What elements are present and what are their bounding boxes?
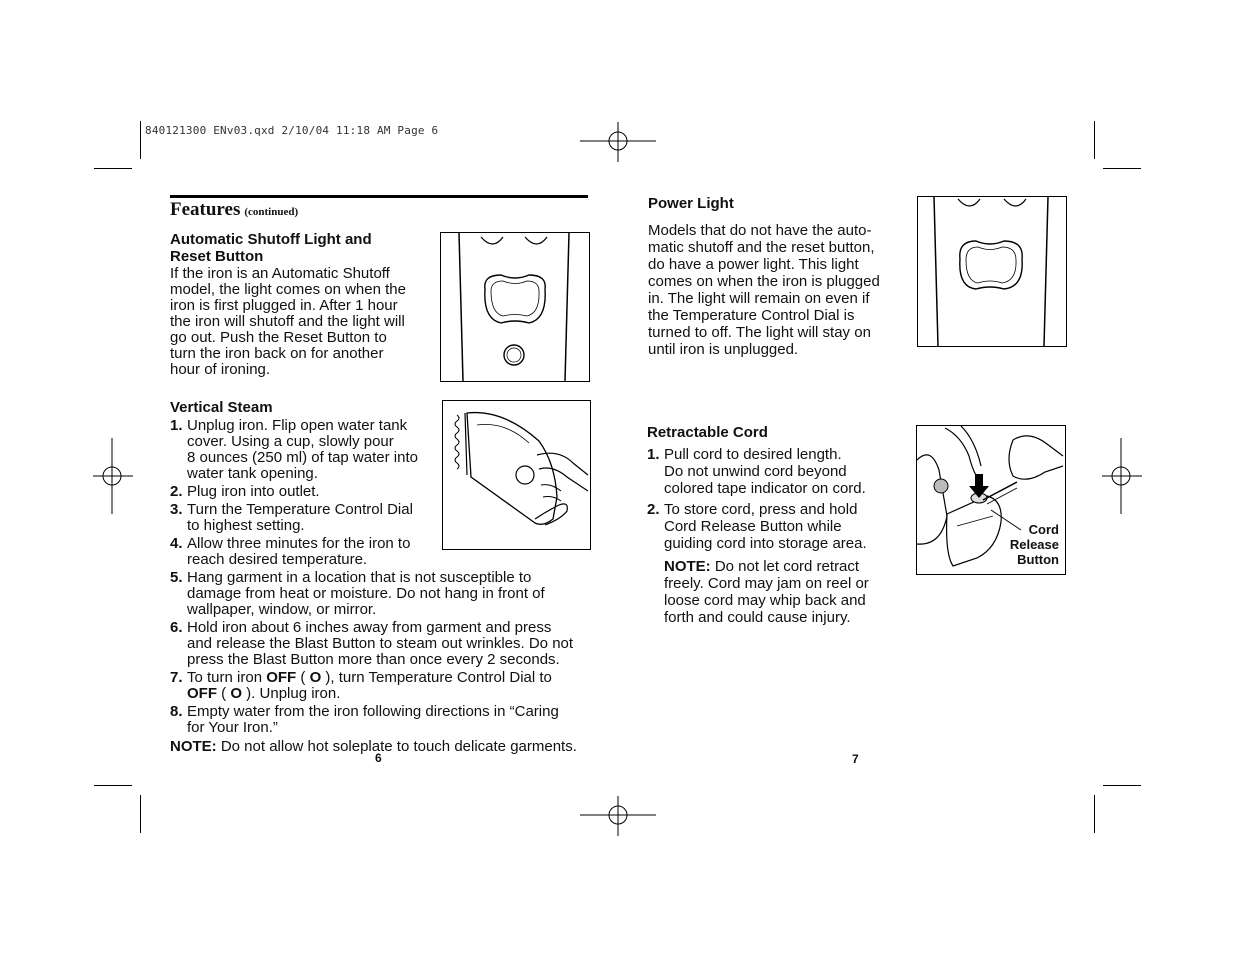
registration-mark xyxy=(580,122,656,162)
section-title xyxy=(170,199,298,221)
step-number: 2. xyxy=(170,483,183,500)
retractable-cord-heading: Retractable Cord xyxy=(647,424,768,441)
step-text: ( xyxy=(217,685,231,702)
retractable-cord-section xyxy=(647,424,912,626)
crop-mark xyxy=(94,168,132,169)
label-line: Release xyxy=(1009,537,1059,552)
crop-mark xyxy=(1103,168,1141,169)
note-label: NOTE: xyxy=(170,738,217,755)
step-line: Cord Release Button while xyxy=(664,518,842,535)
off-label: OFF xyxy=(187,685,217,702)
power-light-figure xyxy=(917,196,1067,347)
step-line: To store cord, press and hold xyxy=(664,501,858,518)
body-line: hour of ironing. xyxy=(170,361,271,378)
crop-mark xyxy=(1094,121,1095,159)
power-light-heading: Power Light xyxy=(648,195,734,212)
section-rule xyxy=(170,195,588,198)
list-item xyxy=(170,670,590,702)
iron-steam-illustration xyxy=(443,401,590,549)
shutoff-section xyxy=(170,231,435,378)
note-text: Do not allow hot soleplate to touch delicate garments. xyxy=(216,738,577,755)
step-line: Do not unwind cord beyond xyxy=(664,463,847,480)
label-line: Button xyxy=(1017,552,1059,567)
body-line: matic shutoff and the reset button, xyxy=(648,239,875,256)
step-line: wallpaper, window, or mirror. xyxy=(187,601,377,618)
step-line: damage from heat or moisture. Do not hang in front of xyxy=(187,585,545,602)
registration-mark xyxy=(580,796,656,836)
step-number: 8. xyxy=(170,703,183,720)
power-light-body xyxy=(648,222,903,358)
step-line: reach desired temperature. xyxy=(187,551,368,568)
print-slug: 840121300 ENv03.qxd 2/10/04 11:18 AM Page 6 xyxy=(145,124,439,137)
shutoff-heading xyxy=(170,231,435,265)
step-text: ), turn Temperature Control Dial to xyxy=(321,669,552,686)
cord-steps xyxy=(647,446,912,552)
vertical-steam-figure xyxy=(442,400,591,550)
body-line: comes on when the iron is plugged xyxy=(648,273,880,290)
cord-release-figure xyxy=(916,425,1066,575)
step-line: Hang garment in a location that is not susceptible to xyxy=(187,569,532,586)
step-number: 4. xyxy=(170,535,183,552)
note-line: Do not let cord retract xyxy=(710,558,860,575)
crop-mark xyxy=(1103,785,1141,786)
registration-mark xyxy=(93,438,133,514)
step-line: guiding cord into storage area. xyxy=(664,535,867,552)
body-line: turned to off. The light will stay on xyxy=(648,324,871,341)
page-number-left: 6 xyxy=(375,751,382,765)
crop-mark xyxy=(140,121,141,159)
cord-release-label xyxy=(1010,522,1059,567)
step-text: ). Unplug iron. xyxy=(242,685,341,702)
off-symbol: O xyxy=(309,669,322,686)
note-line: loose cord may whip back and xyxy=(664,592,866,609)
list-item xyxy=(170,570,590,618)
cord-note xyxy=(664,558,912,626)
step-text: To turn iron xyxy=(187,669,267,686)
body-line: iron is first plugged in. After 1 hour xyxy=(170,297,398,314)
step-number: 6. xyxy=(170,619,183,636)
note-line: freely. Cord may jam on reel or xyxy=(664,575,869,592)
body-line: the Temperature Control Dial is xyxy=(648,307,855,324)
list-item xyxy=(647,501,912,552)
page-number-right: 7 xyxy=(852,752,859,766)
section-title-suffix: (continued) xyxy=(244,206,299,218)
crop-mark xyxy=(94,785,132,786)
step-line: 8 ounces (250 ml) of tap water into xyxy=(187,449,418,466)
off-symbol: O xyxy=(230,685,243,702)
list-item xyxy=(170,704,590,736)
list-item xyxy=(170,620,590,668)
shutoff-body xyxy=(170,266,435,378)
step-line: cover. Using a cup, slowly pour xyxy=(187,433,394,450)
body-line: If the iron is an Automatic Shutoff xyxy=(170,265,390,282)
crop-mark xyxy=(140,795,141,833)
step-number: 1. xyxy=(170,417,183,434)
list-item xyxy=(647,446,912,497)
body-line: model, the light comes on when the xyxy=(170,281,406,298)
step-line: Plug iron into outlet. xyxy=(187,483,320,500)
step-number: 3. xyxy=(170,501,183,518)
shutoff-figure xyxy=(440,232,590,382)
body-line: go out. Push the Reset Button to xyxy=(170,329,387,346)
step-line: Pull cord to desired length. xyxy=(664,446,842,463)
step-line: Turn the Temperature Control Dial xyxy=(187,501,413,518)
power-light-section xyxy=(648,195,903,358)
step-line: for Your Iron.” xyxy=(187,719,278,736)
step-text: ( xyxy=(296,669,310,686)
note-line: forth and could cause injury. xyxy=(664,609,851,626)
body-line: the iron will shutoff and the light will xyxy=(170,313,405,330)
iron-handle-illustration xyxy=(918,197,1066,346)
step-line: and release the Blast Button to steam out wrinkles. Do not xyxy=(187,635,574,652)
crop-mark xyxy=(1094,795,1095,833)
step-line: water tank opening. xyxy=(187,465,318,482)
note-label: NOTE: xyxy=(664,558,711,575)
step-number: 5. xyxy=(170,569,183,586)
step-line: press the Blast Button more than once every 2 seconds. xyxy=(187,651,560,668)
label-line: Cord xyxy=(1028,522,1059,537)
step-line: to highest setting. xyxy=(187,517,305,534)
body-line: do have a power light. This light xyxy=(648,256,859,273)
step-number: 2. xyxy=(647,501,660,518)
step-line: Allow three minutes for the iron to xyxy=(187,535,411,552)
body-line: Models that do not have the auto- xyxy=(648,222,872,239)
registration-mark xyxy=(1102,438,1142,514)
step-line: Hold iron about 6 inches away from garment and press xyxy=(187,619,552,636)
body-line: turn the iron back on for another xyxy=(170,345,384,362)
body-line: until iron is unplugged. xyxy=(648,341,799,358)
step-line: colored tape indicator on cord. xyxy=(664,480,866,497)
step-line: Unplug iron. Flip open water tank xyxy=(187,417,408,434)
iron-handle-illustration xyxy=(441,233,589,381)
off-label: OFF xyxy=(266,669,297,686)
shutoff-heading-line: Automatic Shutoff Light and xyxy=(170,231,372,248)
shutoff-heading-line: Reset Button xyxy=(170,248,264,265)
step-line: Empty water from the iron following directions in “Caring xyxy=(187,703,559,720)
step-number: 1. xyxy=(647,446,660,463)
steam-heading: Vertical Steam xyxy=(170,399,273,416)
step-number: 7. xyxy=(170,669,183,686)
section-title-text: Features xyxy=(170,199,241,220)
body-line: in. The light will remain on even if xyxy=(648,290,870,307)
